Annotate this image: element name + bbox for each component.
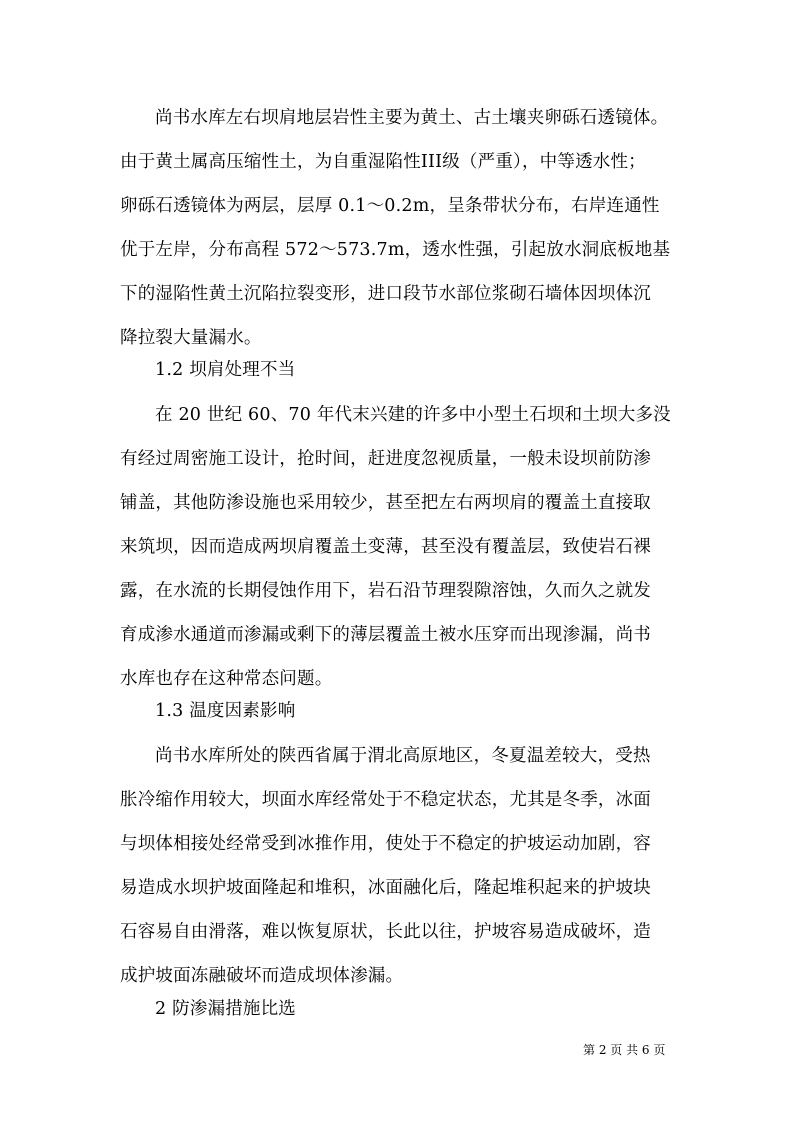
paragraph-line: 尚书水库左右坝肩地层岩性主要为黄土、古土壤夹卵砾石透镜体。 xyxy=(155,108,669,128)
paragraph-line: 在 20 世纪 60、70 年代末兴建的许多中小型土石坝和土坝大多没 xyxy=(155,405,671,425)
paragraph-line: 由于黄土属高压缩性土，为自重湿陷性III级（严重），中等透水性； xyxy=(120,152,646,172)
section-heading-1-2: 1.2 坝肩处理不当 xyxy=(155,360,296,380)
paragraph-line: 优于左岸，分布高程 572～573.7m，透水性强，引起放水洞底板地基 xyxy=(120,240,671,260)
paragraph-line: 水库也存在这种常态问题。 xyxy=(120,669,333,689)
section-heading-2: 2 防渗漏措施比选 xyxy=(155,999,296,1019)
paragraph-line: 铺盖，其他防渗设施也采用较少，甚至把左右两坝肩的覆盖土直接取 xyxy=(120,493,651,513)
paragraph-line: 石容易自由滑落，难以恢复原状，长此以往，护坡容易造成破坏，造 xyxy=(120,922,651,942)
paragraph-line: 成护坡面冻融破坏而造成坝体渗漏。 xyxy=(120,966,404,986)
paragraph-line: 露，在水流的长期侵蚀作用下，岩石沿节理裂隙溶蚀，久而久之就发 xyxy=(120,581,651,601)
paragraph-line: 尚书水库所处的陕西省属于渭北高原地区，冬夏温差较大，受热 xyxy=(155,746,651,766)
section-heading-1-3: 1.3 温度因素影响 xyxy=(155,701,296,721)
paragraph-line: 胀冷缩作用较大，坝面水库经常处于不稳定状态，尤其是冬季，冰面 xyxy=(120,790,651,810)
page-number-footer: 第 2 页 共 6 页 xyxy=(583,1043,666,1057)
paragraph-line: 易造成水坝护坡面隆起和堆积，冰面融化后，隆起堆积起来的护坡块 xyxy=(120,878,651,898)
paragraph-line: 育成渗水通道而渗漏或剩下的薄层覆盖土被水压穿而出现渗漏，尚书 xyxy=(120,625,651,645)
paragraph-line: 来筑坝，因而造成两坝肩覆盖土变薄，甚至没有覆盖层，致使岩石裸 xyxy=(120,537,651,557)
paragraph-line: 降拉裂大量漏水。 xyxy=(120,328,262,348)
paragraph-line: 有经过周密施工设计，抢时间，赶进度忽视质量，一般未设坝前防渗 xyxy=(120,449,651,469)
paragraph-line: 卵砾石透镜体为两层，层厚 0.1～0.2m，呈条带状分布，右岸连通性 xyxy=(120,196,660,216)
paragraph-line: 下的湿陷性黄土沉陷拉裂变形，进口段节水部位浆砌石墙体因坝体沉 xyxy=(120,284,651,304)
paragraph-line: 与坝体相接处经常受到冰推作用，使处于不稳定的护坡运动加剧，容 xyxy=(120,834,651,854)
